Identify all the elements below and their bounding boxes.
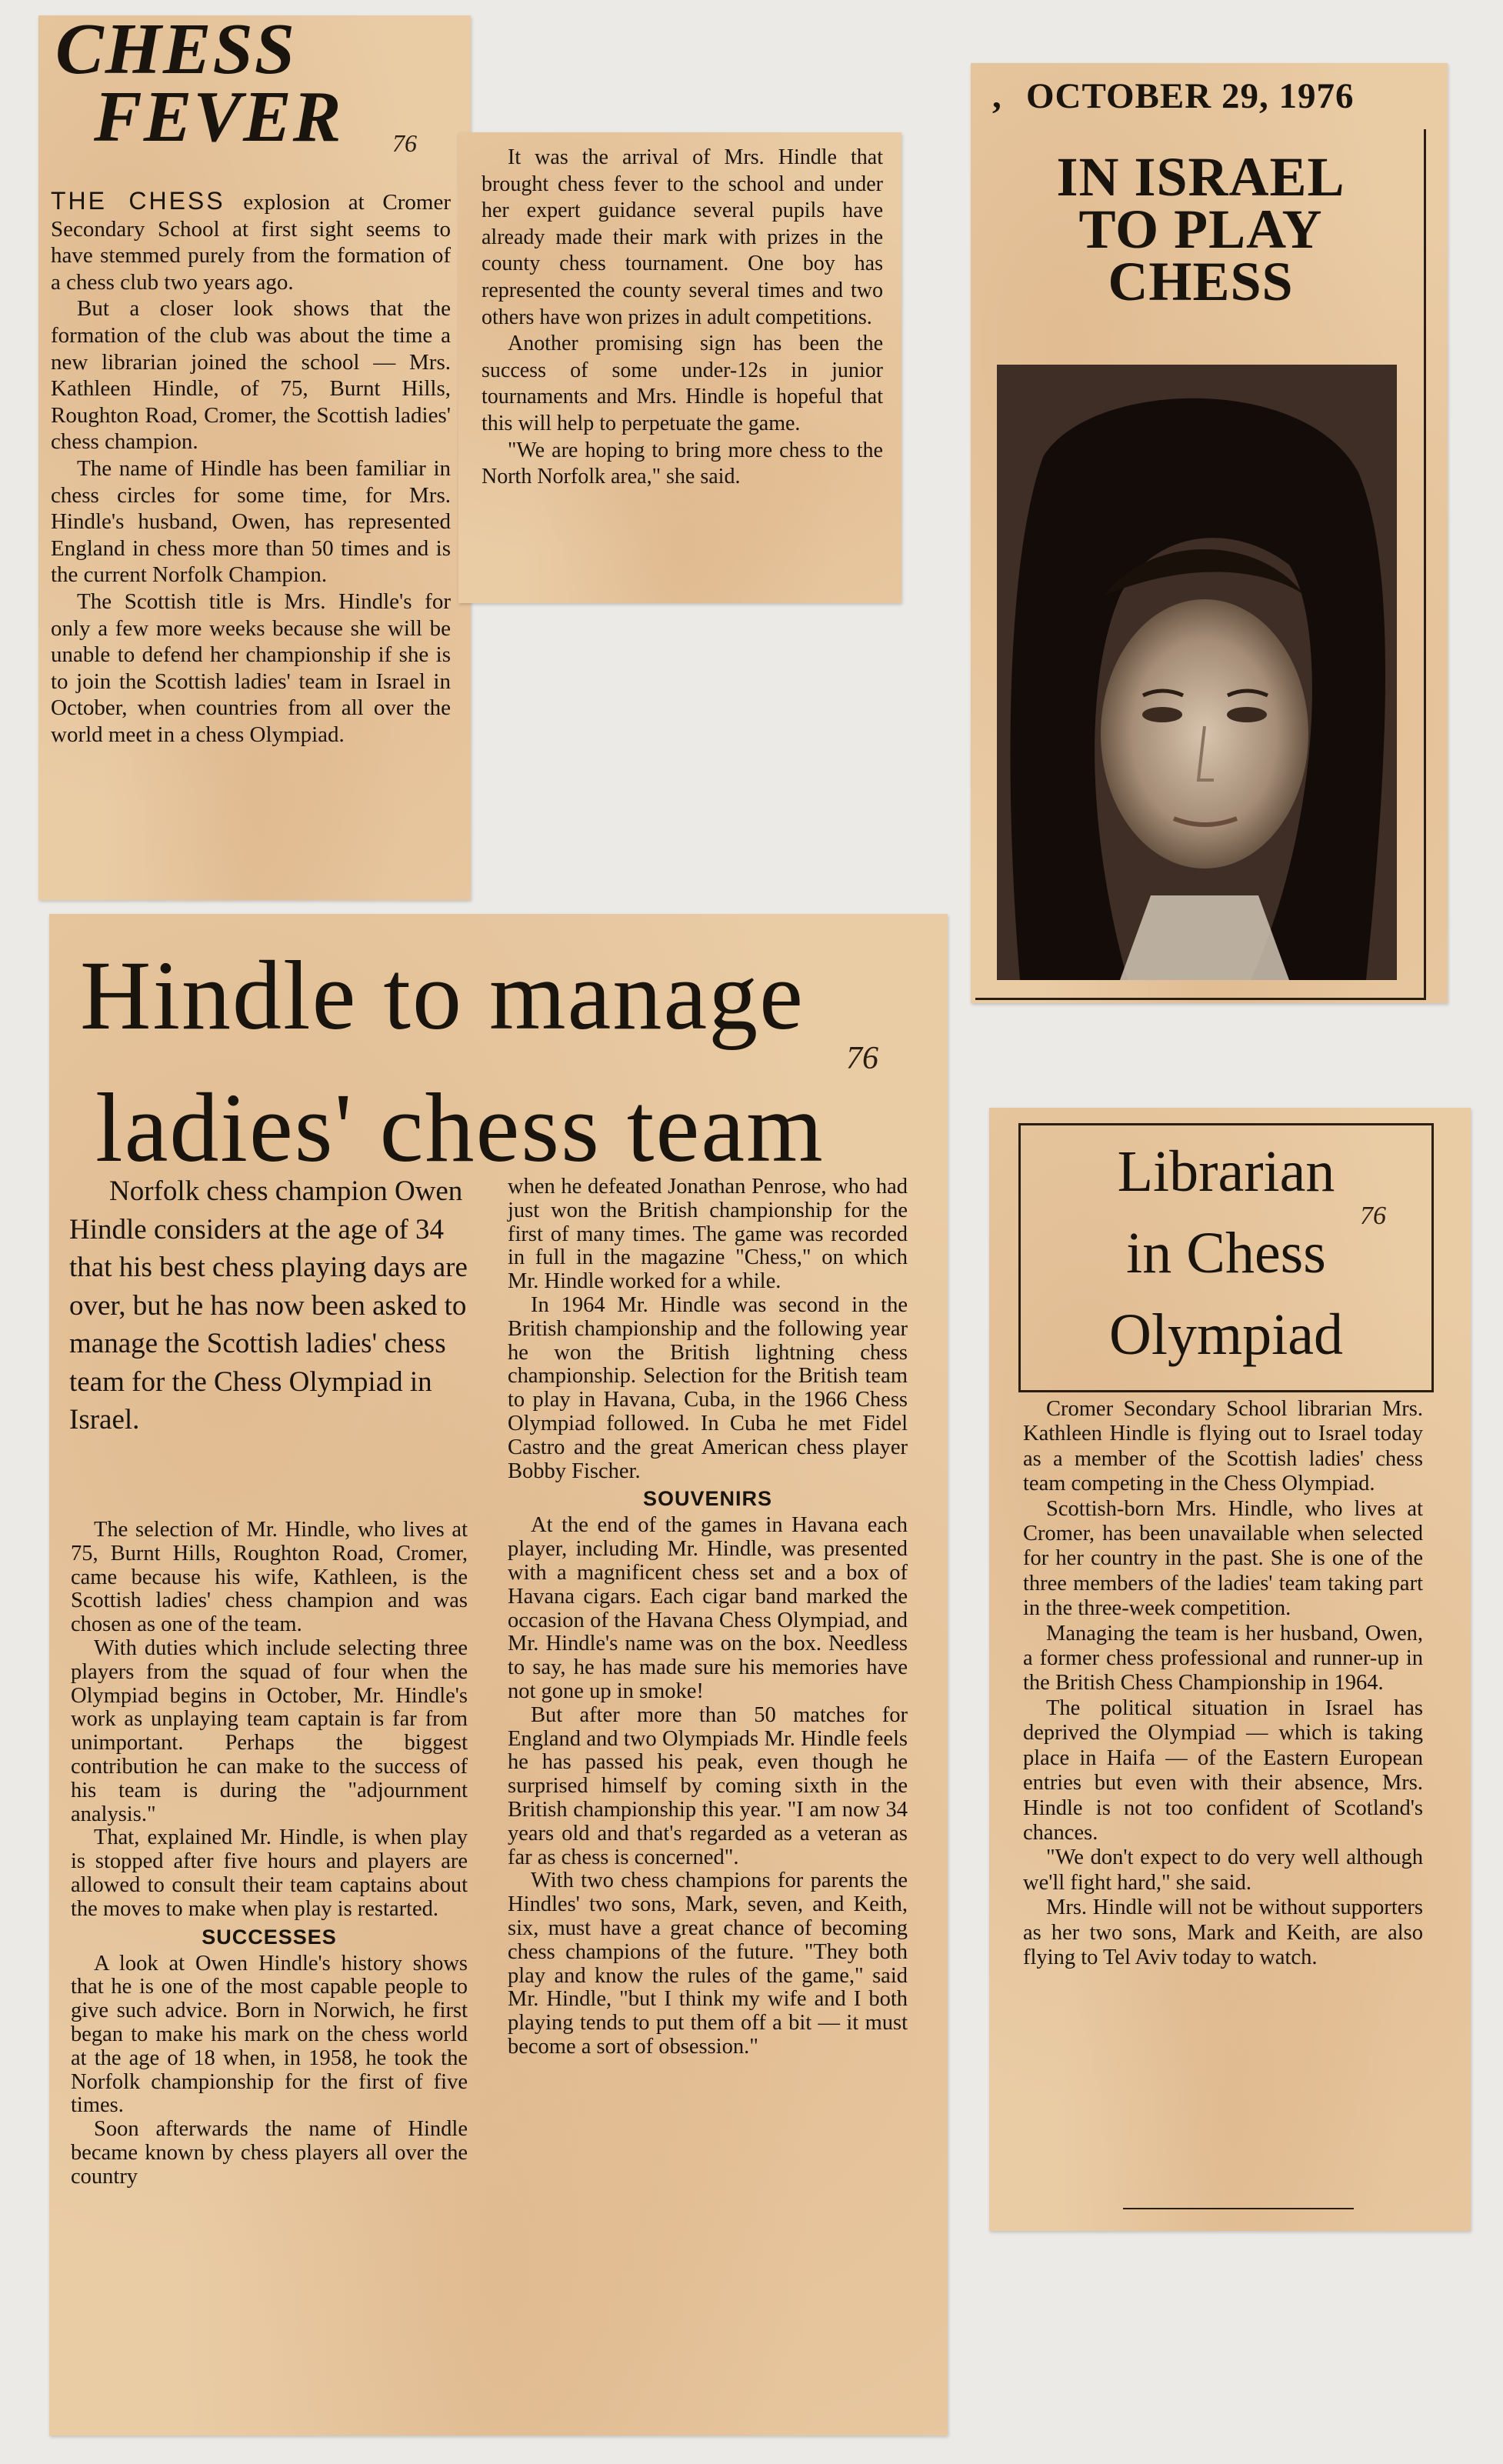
date-text: OCTOBER 29, 1976 [1026,76,1355,116]
paragraph: But after more than 50 matches for England and two Olympiads Mr. Hindle feels he has passed his peak, even though he surprised himself by coming sixth in the British championship this year. "I am now 34 years old and that's regarded as a veteran as far as chess is concerned". [508,1702,908,1869]
dateline: , OCTOBER 29, 1976 [992,76,1355,116]
headline-line: IN ISRAEL [1056,146,1345,208]
subheading-souvenirs: SOUVENIRS [642,1487,773,1511]
headline-line: TO PLAY [1078,198,1323,260]
headline-line: CHESS [1108,251,1294,312]
chess-fever-column-1 [51,188,451,748]
headline-line: in Chess [1126,1221,1326,1285]
paragraph: Norfolk chess champion Owen Hindle considers at the age of 34 that his best chess playing days are over, but he has now been asked to manage the Scottish ladies' chess team for the Chess Olympiad in Israel. [69,1175,468,1435]
paragraph: "We don't expect to do very well although we'll fight hard," she said. [1023,1845,1423,1895]
paragraph: With two chess champions for parents the Hindles' two sons, Mark, seven, and Keith, six, must have a great chance of becoming chess champions of the future. "They both play and know the rules of the game," said Mr. Hindle, "but I think my wife and I both playing tends to put them off a bit — it must become a sort of obsession." [508,1869,908,2059]
paragraph: Cromer Secondary School librarian Mrs. Kathleen Hindle is flying out to Israel today as a member of the Scottish ladies' chess team competing in the Chess Olympiad. [1023,1397,1423,1496]
handwritten-annotation: 76 [392,129,417,157]
paragraph: A look at Owen Hindle's history shows that he is one of the most capable people to give such advice. Born in Norwich, he first began to make his mark on the chess world at the age of 18 when, in 1958, he took the Norfolk championship for the first of five times. [71,1951,468,2118]
librarian-body [1023,1397,1423,1970]
paragraph: That, explained Mr. Hindle, is when play is stopped after five hours and players are allowed to consult their team captains about the moves to make when play is restarted. [71,1825,468,1921]
paragraph: The selection of Mr. Hindle, who lives at 75, Burnt Hills, Roughton Road, Cromer, came because his wife, Kathleen, is the Scottish ladies' chess champion and was chosen as one of the team. [71,1518,468,1637]
paragraph: The Scottish title is Mrs. Hindle's for only a few more weeks because she will be unable to defend her championship if she is to join the Scottish ladies' team in Israel in October, when countries from all over the world meet in a chess Olympiad. [51,588,451,747]
headline-line: ladies' chess team [95,1073,825,1182]
paragraph: Mrs. Hindle will not be without supporters as her two sons, Mark and Keith, are also flying to Tel Aviv today to watch. [1023,1896,1423,1969]
paragraph: The name of Hindle has been familiar in chess circles for some time, for Mrs. Hindle's husband, Owen, has represented England in chess more than 50 times and is the current Norfolk Champion. [51,455,451,588]
paragraph: Another promising sign has been the success of some under-12s in junior tournaments and Mrs. Hindle is hopeful that this will help to perpetuate the game. [482,332,883,435]
lead-in: THE CHESS [51,187,225,215]
headline-line: Librarian [1117,1139,1335,1204]
paragraph: "We are hoping to bring more chess to the North Norfolk area," she said. [482,438,883,489]
paragraph: when he defeated Jonathan Penrose, who had just won the British championship for the first of many times. The game was recorded in full in the magazine "Chess," on which Mr. Hindle worked for a while. [508,1175,908,1294]
handwritten-annotation: 76 [1360,1202,1386,1230]
hindle-column-a [71,1519,468,2189]
paragraph: With duties which include selecting three players from the squad of four when the Olympiad begins in October, Mr. Hindle's work as unplaying team captain is far from unimportant. Perhaps the biggest contribution he can make to the success of his team is during the "adjournment analysis." [71,1635,468,1826]
paragraph: The political situation in Israel has deprived the Olympiad — which is taking place in Haifa — of the Eastern European entries but even with their absence, Mrs. Hindle is not too confident of Scotland's chances. [1023,1695,1423,1845]
subheading-successes: SUCCESSES [202,1925,337,1949]
paragraph: Soon afterwards the name of Hindle became known by chess players all over the country [71,2117,468,2189]
hindle-intro [69,1172,469,1439]
headline-line: CHESS [55,9,297,89]
in-israel-headline [975,146,1426,312]
paragraph: It was the arrival of Mrs. Hindle that brought chess fever to the school and under her expert guidance several pupils have already made their mark with prizes in the county chess tournament. One boy has represented the county several times and two others have won prizes in adult competitions. [482,145,883,329]
closing-rule [1123,2208,1354,2209]
paragraph: Scottish-born Mrs. Hindle, who lives at Cromer, has been unavailable when selected for her country in the past. She is one of the three members of the ladies' team taking part in the three-week competition. [1023,1496,1423,1621]
paragraph: explosion at Cromer Secondary School at first sight seems to have stemmed purely from the formation of a chess club two years ago. [51,190,451,295]
handwritten-annotation: 76 [846,1041,878,1076]
hindle-column-b [508,1175,908,2059]
chess-fever-column-2 [482,145,883,491]
hindle-manage-headline [71,929,909,1194]
paragraph: At the end of the games in Havana each player, including Mr. Hindle, was presented with a magnificent chess set and a box of Havana cigars. Each cigar band marked the occasion of the Havana Chess Olympiad, and Mr. Hindle's name was on the box. Needless to say, he has made sure his memories have not gone up in smoke! [508,1513,908,1703]
headline-line: Olympiad [1109,1302,1343,1367]
librarian-headline [1018,1131,1434,1375]
paragraph: Managing the team is her husband, Owen, a former chess professional and runner-up in the British Chess Championship in 1964. [1023,1621,1423,1695]
paragraph: But a closer look shows that the formation of the club was about the time a new librarian joined the school — Mrs. Kathleen Hindle, of 75, Burnt Hills, Roughton Road, Cromer, the Scottish ladies' chess champion. [51,296,451,455]
headline-line: FEVER [94,77,343,157]
paragraph: In 1964 Mr. Hindle was second in the British championship and the following year he won the British lightning chess championship. Selection for the British team to play in Havana, Cuba, in the 1966 Chess Olympiad followed. In Cuba he met Fidel Castro and the great American chess player Bobby Fischer. [508,1292,908,1483]
portrait-photo [997,365,1397,980]
headline-line: Hindle to manage [80,941,805,1050]
portrait-image-icon [997,365,1397,980]
